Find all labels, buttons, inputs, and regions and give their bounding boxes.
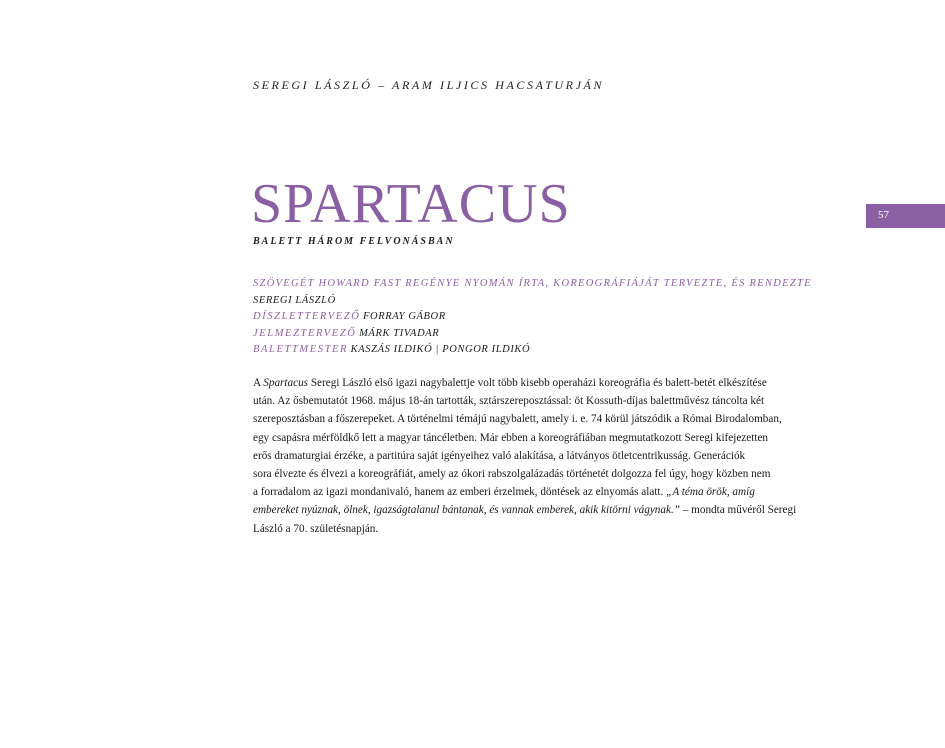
credit-libretto-role: SZÖVEGÉT HOWARD FAST REGÉNYE NYOMÁN ÍRTA, KOREOGRÁFIÁJÁT TERVEZTE, ÉS RENDEZTE xyxy=(253,278,812,289)
credit-ballet-master-line xyxy=(253,342,812,359)
body-line: László a 70. születésnapján. xyxy=(253,522,379,535)
credit-set-line xyxy=(253,309,812,326)
body-quote: „A téma örök, amíg xyxy=(666,486,755,499)
body-text-run: – mondta művéről Seregi xyxy=(679,504,797,517)
body-italic-title: Spartacus xyxy=(263,377,309,389)
credit-ballet-master-role: BALETTMESTER xyxy=(253,344,349,355)
body-text-run: a forradalom az igazi mondanivaló, hanem az emberi érzelmek, döntések az elnyomás alatt. xyxy=(253,486,667,499)
body-line: szereposztásban a főszerepeket. A történelmi témájú nagybalett, amely i. e. 74 körül játszódik a Római Birodalomban, xyxy=(253,413,782,426)
body-line: sora élvezte és élvezi a koreográfiát, amely az ókori rabszolgalázadás történetét dolgozza fel úgy, hogy közben nem xyxy=(253,468,771,481)
body-quote: embereket nyúznak, ölnek, igazságtalanul bántanak, és vannak emberek, akik kitörni vágynak.” xyxy=(253,504,680,517)
body-text-run: Seregi László első igazi nagybalettje volt több kisebb operaházi koreográfia és balett-betét elkészítése xyxy=(308,377,767,389)
body-text-run: A xyxy=(253,377,264,389)
credit-set-role: DÍSZLETTERVEZŐ xyxy=(253,311,361,322)
credit-libretto-person: SEREGI LÁSZLÓ xyxy=(253,294,336,306)
body-line xyxy=(253,374,873,392)
work-subtitle: BALETT HÁROM FELVONÁSBAN xyxy=(253,236,455,247)
body-line: egy csapásra mérföldkő lett a magyar táncéletben. Már ebben a koreográfiában megmutatkozott Seregi kifejezetten xyxy=(253,431,769,444)
credit-costume-person: MÁRK TIVADAR xyxy=(359,327,440,339)
credit-ballet-master-person: KASZÁS ILDIKÓ | PONGOR ILDIKÓ xyxy=(350,344,531,355)
credits-block xyxy=(253,276,812,359)
credit-costume-line xyxy=(253,326,812,343)
credit-costume-role: JELMEZTERVEZŐ xyxy=(253,327,357,339)
body-line xyxy=(253,483,873,501)
running-head: SEREGI LÁSZLÓ – ARAM ILJICS HACSATURJÁN xyxy=(253,78,605,92)
body-line: erős dramaturgiai érzéke, a partitúra saját igényeihez való alakítása, a látványos ötletcentrikusság. Generációk xyxy=(253,449,746,462)
credit-set-person: FORRAY GÁBOR xyxy=(363,311,446,322)
body-line xyxy=(253,501,873,519)
page-number-tab xyxy=(866,204,945,228)
page-number: 57 xyxy=(878,209,889,221)
work-title: SPARTACUS xyxy=(251,173,571,235)
body-paragraph xyxy=(253,374,873,538)
body-line: után. Az ősbemutatót 1968. május 18-án tartották, sztárszereposztással: öt Kossuth-díjas balettművész táncolta két xyxy=(253,395,765,408)
